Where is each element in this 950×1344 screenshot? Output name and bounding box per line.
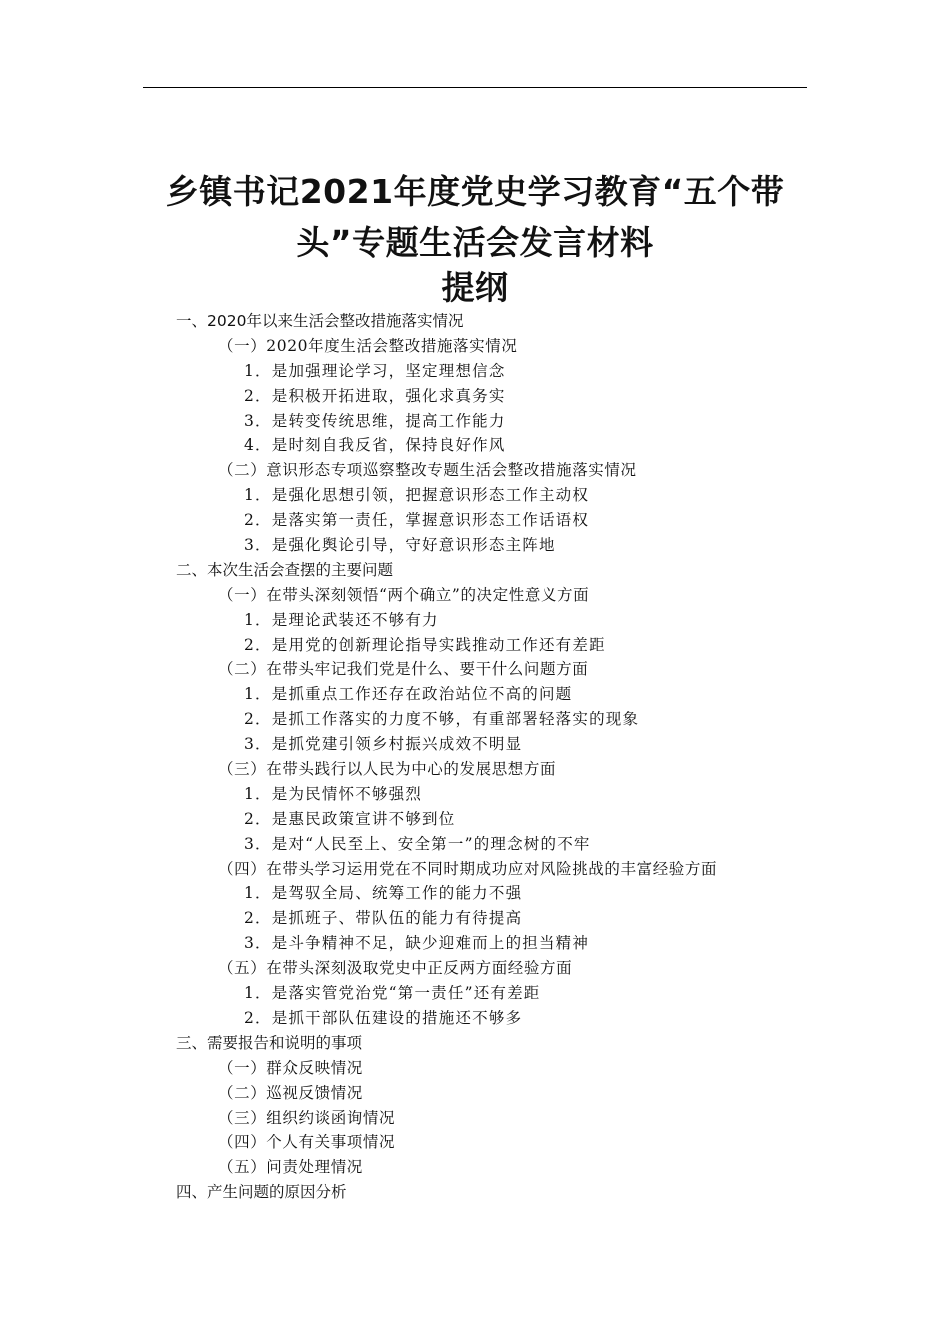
subsection-heading: （三）在带头践行以人民为中心的发展思想方面 xyxy=(218,760,557,779)
subsection-heading: （二）巡视反馈情况 xyxy=(218,1083,363,1102)
outline-item: 3．是转变传统思维，提高工作能力 xyxy=(244,411,506,430)
subsection-heading: （二）在带头牢记我们党是什么、要干什么问题方面 xyxy=(218,660,589,679)
subsection-heading: （四）在带头学习运用党在不同时期成功应对风险挑战的丰富经验方面 xyxy=(218,859,718,878)
subsection-heading: （四）个人有关事项情况 xyxy=(218,1133,396,1152)
outline-item: 2．是落实第一责任，掌握意识形态工作话语权 xyxy=(244,511,590,530)
outline-item: 3．是对“人民至上、安全第一”的理念树的不牢 xyxy=(244,834,591,853)
subsection-heading: （一）在带头深刻领悟“两个确立”的决定性意义方面 xyxy=(218,585,590,604)
outline-item: 3．是抓党建引领乡村振兴成效不明显 xyxy=(244,735,523,754)
outline-item: 1．是强化思想引领，把握意识形态工作主动权 xyxy=(244,486,590,505)
subsection-heading: （一）2020年度生活会整改措施落实情况 xyxy=(218,336,518,355)
outline-item: 3．是强化舆论引导，守好意识形态主阵地 xyxy=(244,536,556,555)
subsection-heading: （五）问责处理情况 xyxy=(218,1158,363,1177)
outline-item: 2．是惠民政策宣讲不够到位 xyxy=(244,809,456,828)
outline-item: 1．是落实管党治党“第一责任”还有差距 xyxy=(244,984,541,1003)
outline-list xyxy=(0,309,950,1205)
outline-item: 2．是积极开拓进取，强化求真务实 xyxy=(244,386,506,405)
outline-item: 1．是加强理论学习，坚定理想信念 xyxy=(244,361,506,380)
outline-item: 2．是抓班子、带队伍的能力有待提高 xyxy=(244,909,523,928)
outline-item: 3．是斗争精神不足，缺少迎难而上的担当精神 xyxy=(244,934,590,953)
section-heading: 三、需要报告和说明的事项 xyxy=(176,1033,363,1052)
document-title-line-2: 头”专题生活会发言材料 xyxy=(296,223,654,262)
header-rule xyxy=(143,87,807,88)
outline-item: 2．是抓工作落实的力度不够，有重部署轻落实的现象 xyxy=(244,710,640,729)
section-heading: 一、2020年以来生活会整改措施落实情况 xyxy=(176,312,464,330)
outline-item: 1．是理论武装还不够有力 xyxy=(244,610,439,629)
subsection-heading: （一）群众反映情况 xyxy=(218,1058,363,1077)
section-heading: 四、产生问题的原因分析 xyxy=(176,1183,347,1202)
section-heading: 二、本次生活会查摆的主要问题 xyxy=(176,560,394,579)
document-title-line-1: 乡镇书记2021年度党史学习教育“五个带 xyxy=(165,172,785,211)
outline-item: 1．是抓重点工作还存在政治站位不高的问题 xyxy=(244,685,573,704)
outline-item: 2．是用党的创新理论指导实践推动工作还有差距 xyxy=(244,635,606,654)
document-title-line-3: 提纲 xyxy=(441,268,509,307)
outline-item: 2．是抓干部队伍建设的措施还不够多 xyxy=(244,1008,523,1027)
outline-item: 1．是驾驭全局、统筹工作的能力不强 xyxy=(244,884,523,903)
subsection-heading: （五）在带头深刻汲取党史中正反两方面经验方面 xyxy=(218,959,573,978)
subsection-heading: （二）意识形态专项巡察整改专题生活会整改措施落实情况 xyxy=(218,461,637,480)
subsection-heading: （三）组织约谈函询情况 xyxy=(218,1108,396,1127)
outline-item: 4．是时刻自我反省，保持良好作风 xyxy=(244,436,506,455)
outline-item: 1．是为民情怀不够强烈 xyxy=(244,784,423,803)
